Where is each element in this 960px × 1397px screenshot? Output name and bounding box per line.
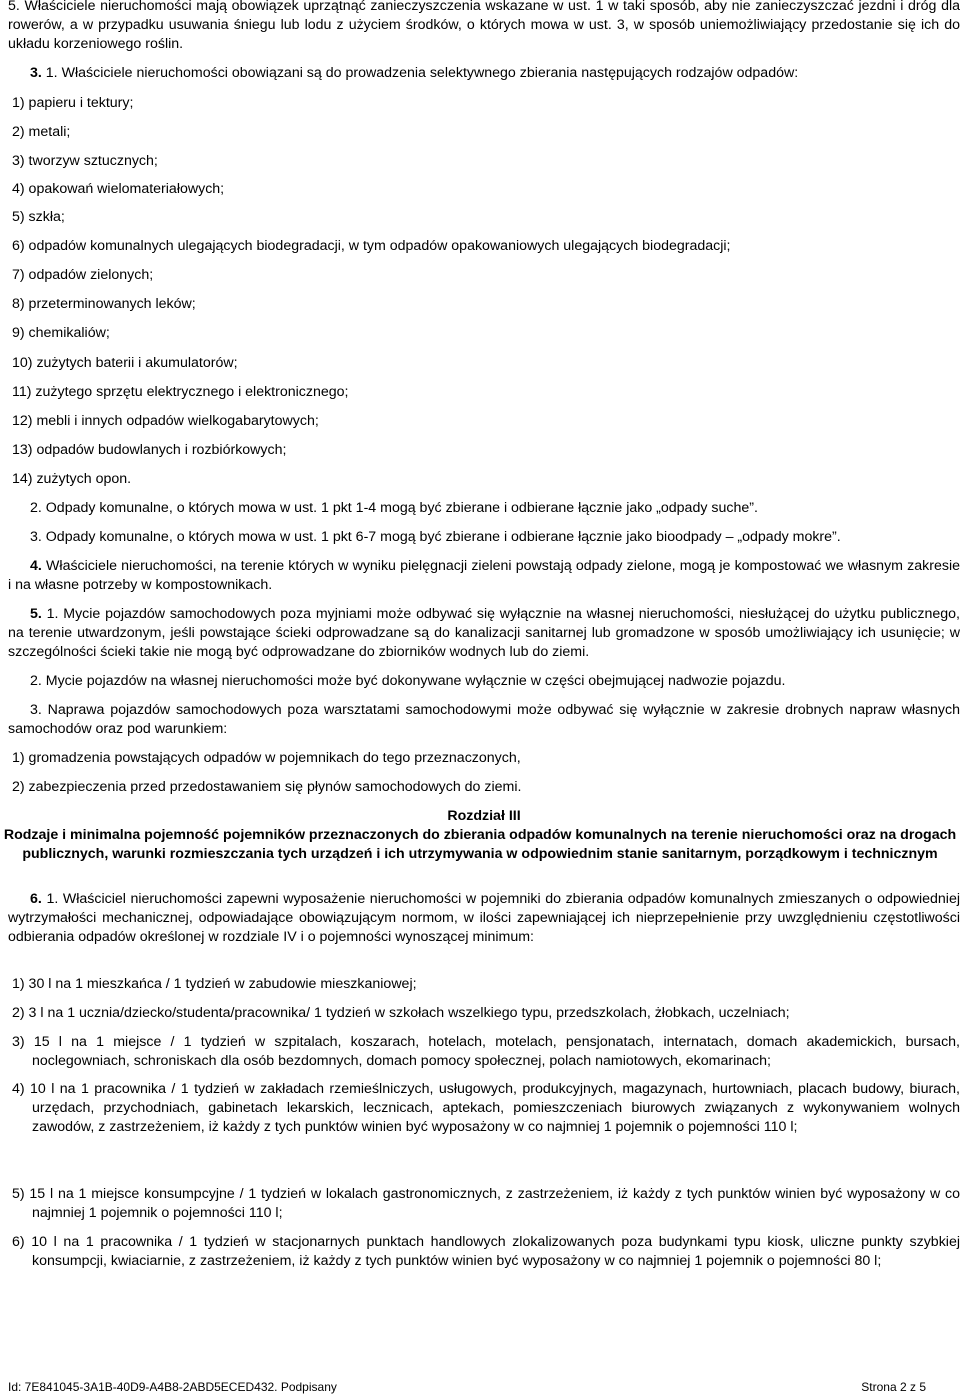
section-number: 3. bbox=[30, 65, 42, 81]
list-item: 13) odpadów budowlanych i rozbiórkowych; bbox=[12, 442, 287, 458]
list-item: 4) 10 l na 1 pracownika / 1 tydzień w zakładach rzemieślniczych, usługowych, produkcyjnych, magazynach, hurtowniach, placach budowy, biurach, urzędach, przychodniach, gabinetach lekarskich, lecznicach, aptekach, pomieszczeniach biurowych związanych z wykonywaniem wolnych zawodów, z zastrzeżeniem, iż każdy z tych punktów winien być wyposażony w co najmniej 1 pojemnik o pojemności 110 l; bbox=[12, 1081, 960, 1135]
list-item: 1) papieru i tektury; bbox=[12, 95, 134, 111]
list-item: 3) 15 l na 1 miejsce / 1 tydzień w szpitalach, koszarach, hotelach, motelach, pensjonatach, internatach, domach akademickich, bursach, noclegowniach, schroniskach dla osób bezdomnych, domach pomocy społecznej, polach namiotowych, ekomarinach; bbox=[12, 1034, 960, 1069]
paragraph-5 bbox=[8, 0, 960, 54]
paragraph-text: Właściciele nieruchomości mają obowiązek uprzątnąć zanieczyszczenia wskazane w ust. 1 w taki sposób, aby nie zanieczyszczać jezdni i dróg dla rowerów, a w przypadku usuwania śniegu lub lodu z użyciem środków, o których mowa w ust. 3, w sposób uniemożliwiający przedostanie się ich do układu korzeniowego roślin. bbox=[8, 0, 960, 52]
list-item: 10) zużytych baterii i akumulatorów; bbox=[12, 355, 238, 371]
section-3-ust-3: 3. Odpady komunalne, o których mowa w ust. 1 pkt 6-7 mogą być zbierane i odbierane łącznie jako bioodpady – „odpady mokre”. bbox=[30, 529, 841, 545]
list-item: 3) tworzyw sztucznych; bbox=[12, 153, 158, 169]
section-number: 4. bbox=[30, 558, 42, 574]
section-5-ust-1 bbox=[8, 605, 960, 662]
list-item: 9) chemikaliów; bbox=[12, 325, 110, 341]
section-text: 1. Właściciel nieruchomości zapewni wyposażenie nieruchomości w pojemniki do zbierania odpadów komunalnych zmieszanych o odpowiedniej wytrzymałości mechanicznej, odpowiadające obowiązującym normom, w ilości zapewniającej ich nieprzepełnienie przy uwzględnieniu częstotliwości odbierania odpadów określonej w rozdziale IV i o pojemności wynoszącej minimum: bbox=[8, 891, 960, 945]
list-item: 7) odpadów zielonych; bbox=[12, 267, 154, 283]
list-item: 12) mebli i innych odpadów wielkogabarytowych; bbox=[12, 413, 319, 429]
section-6-ust-1 bbox=[8, 890, 960, 947]
list-item: 2) zabezpieczenia przed przedostawaniem się płynów samochodowych do ziemi. bbox=[12, 779, 522, 795]
section-3-ust-2: 2. Odpady komunalne, o których mowa w ust. 1 pkt 1-4 mogą być zbierane i odbierane łącznie jako „odpady suche”. bbox=[30, 500, 758, 516]
list-item: 1) 30 l na 1 mieszkańca / 1 tydzień w zabudowie mieszkaniowej; bbox=[12, 976, 417, 992]
list-item: 11) zużytego sprzętu elektrycznego i elektronicznego; bbox=[12, 384, 349, 400]
list-item: 5) 15 l na 1 miejsce konsumpcyjne / 1 tydzień w lokalach gastronomicznych, z zastrzeżeniem, iż każdy z tych punktów winien być wyposażony w co najmniej 1 pojemnik o pojemności 110 l; bbox=[12, 1186, 960, 1221]
chapter-title: Rodzaje i minimalna pojemność pojemników przeznaczonych do zbierania odpadów komunalnych na terenie nieruchomości oraz na drogach publicznych, warunki rozmieszczania tych urządzeń i ich utrzymywania w odpowiednim stanie sanitarnym, porządkowym i technicznym bbox=[3, 827, 957, 862]
section-text: Właściciele nieruchomości, na terenie których w wyniku pielęgnacji zieleni powstają odpady zielone, mogą je kompostować we własnym zakresie i na własne potrzeby w kompostownikach. bbox=[8, 558, 960, 593]
list-item: 8) przeterminowanych leków; bbox=[12, 296, 196, 312]
section-5-ust-3: 3. Naprawa pojazdów samochodowych poza warsztatami samochodowymi może odbywać się wyłącznie w zakresie drobnych napraw własnych samochodów oraz pod warunkiem: bbox=[8, 702, 960, 737]
paragraph-number: 5. bbox=[8, 0, 20, 14]
section-text: 1. Mycie pojazdów samochodowych poza myjniami może odbywać się wyłącznie na własnej nieruchomości, niesłużącej do użytku publicznego, na terenie utwardzonym, jeśli powstające ścieki odprowadzane są do kanalizacji sanitarnej lub gromadzone w sposób umożliwiający ich usunięcie; w szczególności ścieki takie nie mogą być odprowadzane do zbiorników wodnych lub do ziemi. bbox=[8, 606, 960, 660]
list-item: 6) odpadów komunalnych ulegających biodegradacji, w tym odpadów opakowaniowych ulegających biodegradacji; bbox=[12, 238, 731, 254]
section-3-heading bbox=[8, 64, 960, 83]
footer-document-id: Id: 7E841045-3A1B-40D9-A4B8-2ABD5ECED432. Podpisany bbox=[8, 1380, 337, 1394]
list-item: 4) opakowań wielomateriałowych; bbox=[12, 181, 225, 197]
list-item: 6) 10 l na 1 pracownika / 1 tydzień w stacjonarnych punktach handlowych zlokalizowanych poza budynkami typu kiosk, uliczne punkty szybkiej konsumpcji, kwiaciarnie, z zastrzeżeniem, iż każdy z tych punktów winien być wyposażony w co najmniej 1 pojemnik o pojemności 80 l; bbox=[12, 1234, 960, 1269]
list-item: 2) metali; bbox=[12, 124, 71, 140]
section-4 bbox=[8, 557, 960, 595]
section-5-ust-2: 2. Mycie pojazdów na własnej nieruchomości może być dokonywane wyłącznie w części obejmującej nadwozie pojazdu. bbox=[30, 673, 786, 689]
section-number: 5. bbox=[30, 606, 42, 622]
list-item: 14) zużytych opon. bbox=[12, 471, 132, 487]
footer-page-number: Strona 2 z 5 bbox=[861, 1380, 926, 1394]
list-item: 1) gromadzenia powstających odpadów w pojemnikach do tego przeznaczonych, bbox=[12, 750, 521, 766]
chapter-label: Rozdział III bbox=[447, 808, 521, 824]
section-text: 1. Właściciele nieruchomości obowiązani są do prowadzenia selektywnego zbierania następujących rodzajów odpadów: bbox=[45, 65, 799, 81]
list-item: 2) 3 l na 1 ucznia/dziecko/studenta/pracownika/ 1 tydzień w szkołach wszelkiego typu, przedszkolach, żłobkach, uczelniach; bbox=[12, 1005, 790, 1021]
section-number: 6. bbox=[30, 891, 42, 907]
list-item: 5) szkła; bbox=[12, 209, 65, 225]
